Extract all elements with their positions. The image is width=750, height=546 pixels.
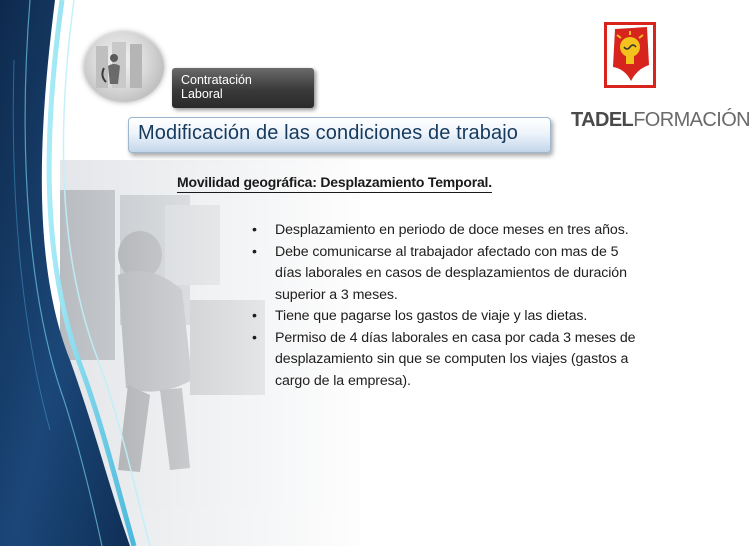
bullet-line: Debe comunicarse al trabajador afectado con mas de 5 — [275, 243, 619, 260]
lightbulb-icon — [607, 25, 653, 85]
header-thumbnail-photo — [84, 32, 164, 102]
bullet-symbol: • — [252, 243, 257, 260]
logo-brand-light: FORMACIÓN — [633, 109, 750, 131]
tadel-formacion-logo — [570, 18, 750, 133]
logo-emblem — [604, 22, 656, 88]
bullet-line: cargo de la empresa). — [275, 372, 411, 389]
bullet-line: superior a 3 meses. — [275, 286, 398, 303]
logo-brand-bold: TADEL — [571, 109, 634, 131]
category-label-line1: Contratación — [181, 73, 252, 87]
section-heading: Movilidad geográfica: Desplazamiento Temporal. — [177, 174, 492, 190]
category-banner — [172, 68, 314, 108]
bullet-symbol: • — [252, 308, 257, 324]
logo-wordmark — [571, 110, 750, 130]
list-item — [250, 220, 708, 242]
bullet-symbol: • — [252, 329, 257, 346]
list-item — [250, 328, 708, 393]
bullet-line: Permiso de 4 días laborales en casa por cada 3 meses de — [275, 329, 636, 346]
page-title: Modificación de las condiciones de trabajo — [138, 122, 518, 144]
bullet-line: Desplazamiento en periodo de doce meses en tres años. — [275, 222, 629, 238]
bullet-line: días laborales en casos de desplazamientos de duración — [275, 265, 627, 281]
bullet-list — [250, 220, 708, 392]
bullet-line: desplazamiento sin que se computen los viajes (gastos a — [275, 351, 629, 367]
category-label-line2: Laboral — [181, 87, 223, 101]
bullet-symbol: • — [252, 222, 257, 238]
list-item — [250, 242, 708, 307]
list-item — [250, 306, 708, 328]
bullet-line: Tiene que pagarse los gastos de viaje y las dietas. — [275, 308, 588, 324]
title-banner — [128, 117, 551, 153]
